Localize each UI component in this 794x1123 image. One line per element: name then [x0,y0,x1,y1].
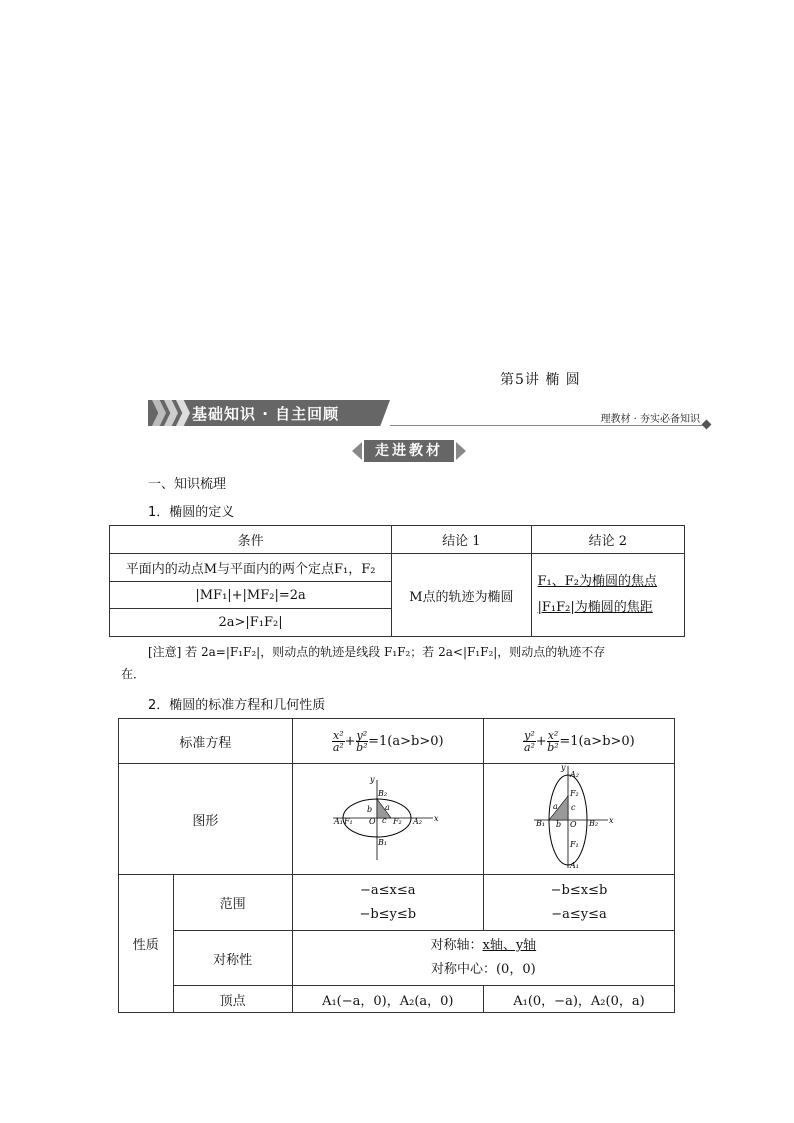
table-cell: 平面内的动点M与平面内的两个定点F₁，F₂ [110,554,392,582]
symmetry-axis [293,934,674,958]
svg-text:B₂: B₂ [377,789,387,798]
vertex-cell: A₁(0，−a)，A₂(0，a) [483,986,674,1013]
page-title: 第5讲 椭 圆 [500,372,581,388]
left-arrow-icon [352,442,362,460]
svg-text:A₁: A₁ [569,861,579,870]
focal-length-text: |F₁F₂|为椭圆的焦距 [537,600,653,615]
table-cell [531,554,684,637]
row-label: 顶点 [173,986,292,1013]
svg-text:F₂: F₂ [569,789,579,798]
section-heading: 一、知识梳理 [148,477,227,492]
svg-text:A₂: A₂ [412,817,422,826]
svg-text:A₁: A₁ [333,817,343,826]
sub-banner [352,440,466,462]
right-arrow-icon [456,442,466,460]
svg-text:b: b [366,805,372,814]
svg-text:c: c [570,803,576,812]
fraction: $\frac{\text{y²}}{\text{a²}}$ [523,728,535,754]
row-label: 标准方程 [119,719,293,764]
range-x: −b≤x≤b [550,882,608,898]
range-y: −a≤y≤a [551,906,607,922]
graph-cell [292,764,483,875]
svg-text:c: c [381,816,387,825]
svg-text:B₁: B₁ [535,819,546,828]
section-banner [148,400,710,430]
svg-text:O: O [569,820,577,829]
svg-text:b: b [555,820,562,829]
equation-condition: =1(a>b>0) [368,733,444,749]
svg-text:F₁: F₁ [569,840,579,849]
vertex-cell: A₁(−a，0)，A₂(a，0) [292,986,483,1013]
svg-text:A₂: A₂ [569,770,579,779]
equation-cell: $\frac{\text{y²}}{\text{a²}}+$ $\frac{\text{x²}}{\text{b²}}=1(a>b>0)$ [483,719,674,764]
svg-text:x: x [608,816,614,825]
equation-condition: =1(a>b>0) [559,733,635,749]
table-cell: M点的轨迹为椭圆 [392,554,531,637]
banner-title: 基础知识 · 自主回顾 [192,405,340,423]
fraction: $\frac{\text{x²}}{\text{b²}}$ [547,728,559,754]
table-header: 条件 [110,526,392,554]
vertical-ellipse-graph [534,764,624,870]
subsection-heading: 2．椭圆的标准方程和几何性质 [148,698,326,713]
svg-text:a: a [552,802,558,811]
svg-text:y: y [369,775,375,784]
fraction: $\frac{\text{y²}}{\text{b²}}$ [356,728,368,754]
range-cell [483,875,674,931]
symmetry-cell [292,931,674,986]
svg-text:B₁: B₁ [377,838,387,847]
table-header: 结论 2 [531,526,684,554]
symmetry-axis-label: 对称轴： [430,938,483,953]
banner-divider [390,425,706,426]
row-label: 对称性 [173,931,292,986]
horizontal-ellipse-graph [333,772,443,862]
table-cell: |MF₁|+|MF₂|=2a [110,582,392,609]
svg-text:B₂: B₂ [588,819,599,828]
svg-text:a: a [384,803,390,812]
fraction: $\frac{\text{x²}}{\text{a²}}$ [332,728,344,754]
definition-table [109,525,685,637]
banner-subtitle: 理教材 · 夯实必备知识 [600,414,700,425]
range-y: −b≤y≤b [359,906,417,922]
table-header: 结论 1 [392,526,531,554]
svg-text:x: x [433,814,439,823]
svg-text:O: O [368,817,376,826]
subsection-heading: 1．椭圆的定义 [148,505,235,520]
note-text-continued: 在． [121,667,146,681]
note-text: [注意] 若 2a=|F₁F₂|，则动点的轨迹是线段 F₁F₂；若 2a<|F₁F₂|，则动点的轨迹不存 [148,645,606,659]
row-label: 范围 [173,875,292,931]
symmetry-center: 对称中心：(0，0) [430,962,536,977]
diamond-icon [702,420,712,430]
row-label: 性质 [119,875,174,1013]
row-label: 图形 [119,764,293,875]
graph-cell [483,764,674,875]
svg-text:y: y [560,764,566,772]
properties-table [118,718,675,1013]
equation-cell: $\frac{\text{x²}}{\text{a²}}+$ $\frac{\text{y²}}{\text{b²}}=1(a>b>0)$ [292,719,483,764]
focus-text: F₁、F₂为椭圆的焦点 [537,574,657,589]
symmetry-axis-value: x轴、y轴 [482,938,537,953]
range-x: −a≤x≤a [360,882,416,898]
sub-banner-label: 走进教材 [364,440,454,462]
svg-text:F₁: F₁ [343,817,353,826]
range-cell [292,875,483,931]
svg-text:F₂: F₂ [392,817,402,826]
table-cell: 2a>|F₁F₂| [110,609,392,637]
